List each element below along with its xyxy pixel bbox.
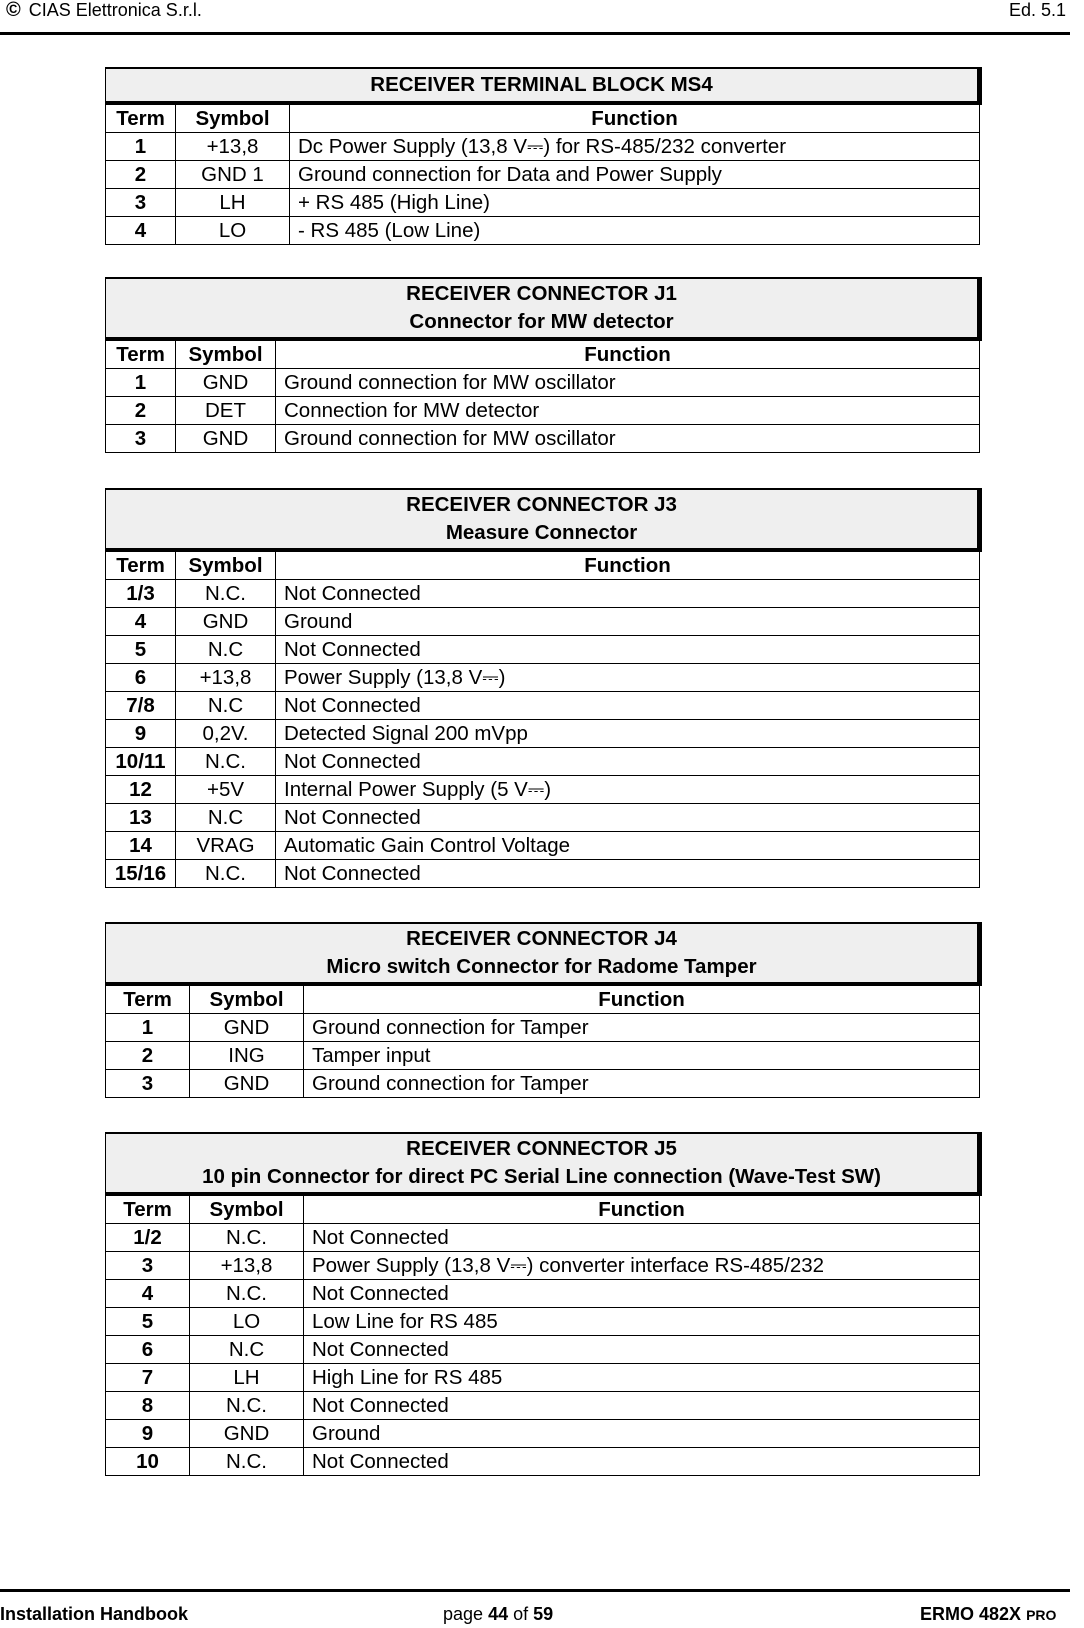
col-header-symbol: Symbol: [176, 550, 276, 580]
function-cell: + RS 485 (High Line): [290, 189, 980, 217]
col-header-term: Term: [106, 103, 176, 133]
table-ms4: [105, 67, 982, 245]
function-cell: Internal Power Supply (5 V⎓): [276, 776, 980, 804]
table-row: [106, 608, 980, 636]
term-cell: 5: [106, 636, 176, 664]
function-cell: Dc Power Supply (13,8 V⎓) for RS-485/232 converter: [290, 133, 980, 161]
function-cell: Not Connected: [276, 580, 980, 608]
table-row: [106, 776, 980, 804]
edition-label: Ed. 5.1: [1009, 0, 1067, 20]
col-header-symbol: Symbol: [190, 1194, 304, 1224]
header-divider: [0, 32, 1070, 35]
copyright-symbol: ©: [6, 0, 21, 21]
page-total: 59: [533, 1604, 554, 1624]
footer-page-number: [443, 1604, 553, 1624]
term-cell: 6: [106, 664, 176, 692]
table-row: [106, 1336, 980, 1364]
symbol-cell: N.C.: [190, 1392, 304, 1420]
symbol-cell: GND 1: [176, 161, 290, 189]
table-row: [106, 1252, 980, 1280]
table-row: [106, 1014, 980, 1042]
symbol-cell: N.C.: [190, 1224, 304, 1252]
table-row: [106, 1042, 980, 1070]
symbol-cell: N.C.: [190, 1280, 304, 1308]
term-cell: 3: [106, 1252, 190, 1280]
table-title: [106, 489, 980, 550]
function-cell: Not Connected: [304, 1224, 980, 1252]
symbol-cell: +13,8: [176, 133, 290, 161]
table-row: [106, 1070, 980, 1098]
function-cell: Low Line for RS 485: [304, 1308, 980, 1336]
term-cell: 1: [106, 369, 176, 397]
function-cell: Ground connection for Tamper: [304, 1014, 980, 1042]
term-cell: 3: [106, 1070, 190, 1098]
col-header-term: Term: [106, 984, 190, 1014]
function-cell: Not Connected: [276, 860, 980, 888]
table-row: [106, 1420, 980, 1448]
page-of: of: [513, 1604, 529, 1624]
table-row: [106, 369, 980, 397]
subtitle-text: Measure Connector: [445, 521, 638, 544]
term-cell: 5: [106, 1308, 190, 1336]
table-row: [106, 748, 980, 776]
function-cell: Ground: [304, 1420, 980, 1448]
term-cell: 1/3: [106, 580, 176, 608]
function-cell: Ground connection for Data and Power Supply: [290, 161, 980, 189]
page-header: [0, 0, 1084, 36]
term-cell: 6: [106, 1336, 190, 1364]
table-title: [106, 68, 980, 103]
function-cell: Ground: [276, 608, 980, 636]
col-header-function: Function: [304, 984, 980, 1014]
table-row: [106, 1280, 980, 1308]
symbol-cell: +13,8: [190, 1252, 304, 1280]
symbol-cell: N.C: [176, 636, 276, 664]
col-header-function: Function: [290, 103, 980, 133]
title-text: RECEIVER CONNECTOR J5: [406, 1137, 677, 1160]
function-cell: Power Supply (13,8 V⎓) converter interface RS-485/232: [304, 1252, 980, 1280]
function-cell: Power Supply (13,8 V⎓): [276, 664, 980, 692]
subtitle-text: Micro switch Connector for Radome Tamper: [326, 955, 757, 978]
symbol-cell: VRAG: [176, 832, 276, 860]
term-cell: 12: [106, 776, 176, 804]
table-row: [106, 1308, 980, 1336]
symbol-cell: LO: [176, 217, 290, 245]
function-cell: Ground connection for MW oscillator: [276, 425, 980, 453]
product-name: ERMO 482X: [920, 1604, 1022, 1624]
table-row: [106, 580, 980, 608]
col-header-term: Term: [106, 550, 176, 580]
col-header-symbol: Symbol: [190, 984, 304, 1014]
term-cell: 2: [106, 161, 176, 189]
col-header-term: Term: [106, 339, 176, 369]
symbol-cell: GND: [176, 425, 276, 453]
company-line: [6, 0, 202, 20]
col-header-symbol: Symbol: [176, 103, 290, 133]
footer-divider: [0, 1589, 1070, 1592]
col-header-function: Function: [276, 339, 980, 369]
symbol-cell: 0,2V.: [176, 720, 276, 748]
table-j5: [105, 1132, 982, 1476]
function-cell: Not Connected: [276, 636, 980, 664]
page-prefix: page: [443, 1604, 484, 1624]
symbol-cell: N.C.: [190, 1448, 304, 1476]
product-suffix: PRO: [1026, 1607, 1057, 1623]
table-row: [106, 133, 980, 161]
symbol-cell: N.C: [176, 692, 276, 720]
table-row: [106, 161, 980, 189]
term-cell: 1: [106, 1014, 190, 1042]
function-cell: Not Connected: [276, 692, 980, 720]
symbol-cell: +5V: [176, 776, 276, 804]
table-row: [106, 832, 980, 860]
table-title: [106, 1133, 980, 1194]
term-cell: 1/2: [106, 1224, 190, 1252]
col-header-function: Function: [304, 1194, 980, 1224]
function-cell: Not Connected: [276, 748, 980, 776]
term-cell: 10/11: [106, 748, 176, 776]
page-current: 44: [488, 1604, 509, 1624]
term-cell: 15/16: [106, 860, 176, 888]
term-cell: 1: [106, 133, 176, 161]
footer-handbook-title: Installation Handbook: [0, 1604, 189, 1624]
term-cell: 4: [106, 217, 176, 245]
symbol-cell: N.C.: [176, 748, 276, 776]
function-cell: Automatic Gain Control Voltage: [276, 832, 980, 860]
table-row: [106, 636, 980, 664]
term-cell: 13: [106, 804, 176, 832]
subtitle-text: Connector for MW detector: [409, 310, 674, 333]
table-row: [106, 860, 980, 888]
table-row: [106, 425, 980, 453]
function-cell: Not Connected: [304, 1336, 980, 1364]
function-cell: Tamper input: [304, 1042, 980, 1070]
term-cell: 9: [106, 720, 176, 748]
function-cell: Detected Signal 200 mVpp: [276, 720, 980, 748]
company-name: CIAS Elettronica S.r.l.: [28, 0, 202, 20]
symbol-cell: GND: [176, 608, 276, 636]
term-cell: 2: [106, 1042, 190, 1070]
title-text: RECEIVER CONNECTOR J1: [406, 282, 677, 305]
symbol-cell: GND: [176, 369, 276, 397]
table-row: [106, 189, 980, 217]
col-header-symbol: Symbol: [176, 339, 276, 369]
symbol-cell: LH: [190, 1364, 304, 1392]
symbol-cell: GND: [190, 1070, 304, 1098]
term-cell: 14: [106, 832, 176, 860]
function-cell: Not Connected: [304, 1448, 980, 1476]
subtitle-text: 10 pin Connector for direct PC Serial Line connection (Wave-Test SW): [202, 1165, 881, 1188]
table-j3: [105, 488, 982, 888]
function-cell: Not Connected: [276, 804, 980, 832]
symbol-cell: N.C: [176, 804, 276, 832]
col-header-term: Term: [106, 1194, 190, 1224]
table-row: [106, 217, 980, 245]
term-cell: 8: [106, 1392, 190, 1420]
symbol-cell: N.C.: [176, 580, 276, 608]
title-text: RECEIVER TERMINAL BLOCK MS4: [370, 73, 713, 96]
table-row: [106, 1392, 980, 1420]
function-cell: Ground connection for Tamper: [304, 1070, 980, 1098]
function-cell: Not Connected: [304, 1280, 980, 1308]
table-row: [106, 1224, 980, 1252]
term-cell: 2: [106, 397, 176, 425]
table-row: [106, 804, 980, 832]
col-header-function: Function: [276, 550, 980, 580]
function-cell: Connection for MW detector: [276, 397, 980, 425]
term-cell: 4: [106, 1280, 190, 1308]
function-cell: - RS 485 (Low Line): [290, 217, 980, 245]
table-title: [106, 923, 980, 984]
symbol-cell: GND: [190, 1014, 304, 1042]
symbol-cell: LO: [190, 1308, 304, 1336]
title-text: RECEIVER CONNECTOR J3: [406, 493, 677, 516]
symbol-cell: DET: [176, 397, 276, 425]
symbol-cell: LH: [176, 189, 290, 217]
table-row: [106, 664, 980, 692]
function-cell: Not Connected: [304, 1392, 980, 1420]
table-row: [106, 1448, 980, 1476]
symbol-cell: +13,8: [176, 664, 276, 692]
symbol-cell: GND: [190, 1420, 304, 1448]
term-cell: 3: [106, 189, 176, 217]
term-cell: 3: [106, 425, 176, 453]
symbol-cell: N.C.: [176, 860, 276, 888]
table-j4: [105, 922, 982, 1098]
term-cell: 7/8: [106, 692, 176, 720]
table-row: [106, 1364, 980, 1392]
function-cell: High Line for RS 485: [304, 1364, 980, 1392]
term-cell: 4: [106, 608, 176, 636]
table-row: [106, 692, 980, 720]
function-cell: Ground connection for MW oscillator: [276, 369, 980, 397]
footer-product: [920, 1604, 1056, 1625]
term-cell: 10: [106, 1448, 190, 1476]
table-row: [106, 720, 980, 748]
table-row: [106, 397, 980, 425]
symbol-cell: N.C: [190, 1336, 304, 1364]
table-title: [106, 278, 980, 339]
term-cell: 7: [106, 1364, 190, 1392]
symbol-cell: ING: [190, 1042, 304, 1070]
term-cell: 9: [106, 1420, 190, 1448]
title-text: RECEIVER CONNECTOR J4: [406, 927, 677, 950]
table-j1: [105, 277, 982, 453]
